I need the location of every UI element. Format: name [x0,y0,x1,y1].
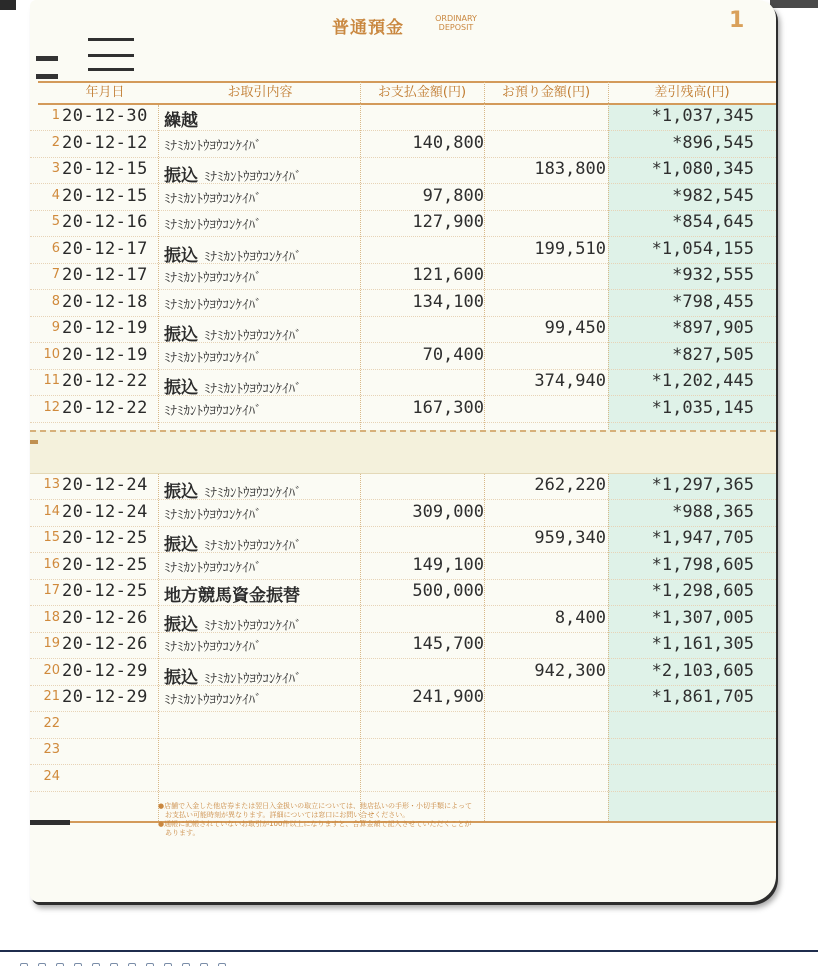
transaction-row [30,660,776,686]
transaction-row [30,580,776,606]
withdrawal-amount: 121,600 [412,265,484,285]
transaction-date: 20-12-24 [62,501,148,522]
transaction-row [30,238,776,264]
scanner-edge-line [0,950,818,952]
row-number: 12 [43,399,60,415]
row-number: 8 [51,293,60,309]
row-number: 16 [43,556,60,572]
notice-line: あります。 [158,829,200,837]
notice-text [158,802,718,838]
transaction-row [30,713,776,739]
page-fold [30,430,776,474]
withdrawal-amount: 309,000 [412,501,484,522]
withdrawal-amount: 145,700 [412,634,484,654]
transaction-description [164,161,360,186]
row-number: 15 [43,530,60,545]
transaction-row [30,344,776,370]
transaction-date: 20-12-25 [62,554,148,575]
balance-amount: *896,545 [672,132,754,153]
transaction-row [30,317,776,343]
withdrawal-amount: 149,100 [412,554,484,575]
transaction-date: 20-12-22 [62,371,148,391]
withdrawal-amount: 500,000 [412,581,484,601]
row-number: 13 [43,477,60,492]
passbook-subtitle [421,14,491,32]
counterparty-name: ﾐﾅﾐｶﾝﾄｳﾖｳｺﾝｹｲﾊﾞ [164,138,262,154]
transaction-description [164,214,360,233]
balance-amount: *1,297,365 [651,475,754,495]
transaction-row [30,185,776,211]
row-number: 17 [43,583,60,598]
row-number: 23 [43,742,60,757]
transaction-type: 振込 [164,166,198,186]
row-number: 5 [51,214,60,229]
transaction-type: 振込 [164,482,198,502]
deposit-amount: 262,220 [534,475,606,495]
balance-amount: *1,307,005 [651,607,754,628]
counterparty-name: ﾐﾅﾐｶﾝﾄｳﾖｳｺﾝｹｲﾊﾞ [204,170,302,185]
balance-amount: *1,798,605 [651,554,754,575]
counterparty-name: ﾐﾅﾐｶﾝﾄｳﾖｳｺﾝｹｲﾊﾞ [204,618,302,634]
row-number: 22 [43,715,60,731]
counterparty-name: ﾐﾅﾐｶﾝﾄｳﾖｳｺﾝｹｲﾊﾞ [164,640,262,655]
binding-bar [88,68,134,71]
transaction-row [30,397,776,423]
col-header-balance: 差引残高(円) [654,85,730,100]
transaction-description [164,135,360,154]
counterparty-name: 繰越 [164,111,198,131]
counterparty-name: ﾐﾅﾐｶﾝﾄｳﾖｳｺﾝｹｲﾊﾞ [164,271,262,286]
transaction-row [30,686,776,712]
counterparty-name: ﾐﾅﾐｶﾝﾄｳﾖｳｺﾝｹｲﾊﾞ [164,350,262,366]
transaction-description [164,530,360,555]
balance-amount: *982,545 [672,185,754,206]
transaction-date: 20-12-25 [62,528,148,548]
row-number: 21 [43,689,60,704]
binding-bar [88,38,134,41]
withdrawal-amount: 134,100 [412,291,484,312]
binding-bar [36,56,58,61]
col-header-description: お取引内容 [227,85,293,100]
deposit-amount: 183,800 [534,159,606,179]
balance-amount: *827,505 [672,344,754,365]
counterparty-name: 地方競馬資金振替 [164,586,300,606]
balance-amount: *854,645 [672,212,754,232]
balance-amount: *932,555 [672,265,754,285]
transaction-row [30,633,776,659]
transaction-description [164,294,360,313]
subtitle-line2: DEPOSIT [438,23,474,32]
col-header-withdrawal: お支払金額(円) [377,85,467,100]
transaction-row [30,211,776,237]
balance-amount: *1,054,155 [651,238,754,259]
transaction-date: 20-12-17 [62,238,148,259]
counterparty-name: ﾐﾅﾐｶﾝﾄｳﾖｳｺﾝｹｲﾊﾞ [164,693,262,708]
binding-dash [30,820,70,825]
transaction-row [30,766,776,792]
withdrawal-amount: 241,900 [412,687,484,707]
balance-amount: *1,080,345 [651,159,754,179]
binding-bar [36,74,58,79]
row-number: 3 [51,161,60,176]
scanner-edge-strip [20,956,520,966]
counterparty-name: ﾐﾅﾐｶﾝﾄｳﾖｳｺﾝｹｲﾊﾞ [204,329,302,344]
transaction-row [30,370,776,396]
transaction-date: 20-12-19 [62,344,148,365]
transaction-row [30,474,776,500]
balance-amount: *1,202,445 [651,371,754,391]
withdrawal-amount: 97,800 [422,185,484,206]
passbook-page [30,0,776,902]
transaction-row [30,132,776,158]
withdrawal-amount: 140,800 [412,132,484,153]
transaction-row [30,501,776,527]
transaction-description [164,581,360,606]
counterparty-name: ﾐﾅﾐｶﾝﾄｳﾖｳｺﾝｹｲﾊﾞ [164,560,262,576]
col-header-deposit: お預り金額(円) [501,85,591,100]
transaction-description [164,241,360,266]
transaction-type: 振込 [164,378,198,398]
row-number: 7 [51,267,60,282]
deposit-amount: 99,450 [544,318,606,338]
withdrawal-amount: 127,900 [412,212,484,232]
row-number: 18 [43,609,60,625]
balance-amount: *1,161,305 [651,634,754,654]
transaction-type: 振込 [164,325,198,345]
transaction-date: 20-12-17 [62,265,148,285]
row-number: 24 [43,768,60,784]
row-number: 19 [43,636,60,651]
balance-amount: *1,947,705 [651,528,754,548]
transaction-row [30,554,776,580]
transaction-date: 20-12-29 [62,687,148,707]
transaction-date: 20-12-26 [62,607,148,628]
transaction-description [164,320,360,345]
transaction-description [164,106,360,131]
balance-amount: *897,905 [672,318,754,338]
row-number: 11 [43,373,60,388]
row-number: 2 [51,134,60,150]
fold-mark [30,440,38,444]
withdrawal-amount: 167,300 [412,397,484,418]
deposit-amount: 199,510 [534,238,606,259]
subtitle-line1: ORDINARY [435,14,477,23]
deposit-amount: 942,300 [534,660,606,681]
transaction-description [164,557,360,576]
transaction-date: 20-12-30 [62,106,148,126]
transaction-date: 20-12-16 [62,212,148,232]
transaction-row [30,739,776,765]
transaction-date: 20-12-18 [62,291,148,312]
transaction-row [30,607,776,633]
balance-amount: *988,365 [672,501,754,522]
transaction-description [164,477,360,502]
row-number: 14 [43,503,60,519]
transaction-date: 20-12-26 [62,634,148,654]
balance-amount: *2,103,605 [651,660,754,681]
transaction-description [164,400,360,419]
row-number: 10 [43,346,60,362]
counterparty-name: ﾐﾅﾐｶﾝﾄｳﾖｳｺﾝｹｲﾊﾞ [164,403,262,419]
transaction-type: 振込 [164,614,198,635]
transaction-date: 20-12-15 [62,185,148,206]
balance-amount: *1,035,145 [651,397,754,418]
transaction-type: 振込 [164,535,198,555]
balance-amount: *798,455 [672,291,754,312]
counterparty-name: ﾐﾅﾐｶﾝﾄｳﾖｳｺﾝｹｲﾊﾞ [204,486,302,501]
notice-line: ●店舗で入金した他店券または翌日入金扱いの取立については、他店払いの手形・小切手類によって [158,802,472,810]
transaction-description [164,636,360,655]
transaction-description [164,267,360,286]
counterparty-name: ﾐﾅﾐｶﾝﾄｳﾖｳｺﾝｹｲﾊﾞ [164,507,262,523]
deposit-amount: 959,340 [534,528,606,548]
transaction-description [164,610,360,635]
passbook-title: 普通預金 [332,18,404,38]
row-number: 9 [51,320,60,335]
row-number: 4 [51,187,60,203]
transaction-description [164,347,360,366]
transaction-row [30,105,776,131]
balance-amount: *1,298,605 [651,581,754,601]
notice-line: お支払い可能時刻が異なります。詳細については窓口にお問い合せください。 [158,811,410,819]
col-header-date: 年月日 [85,85,125,100]
transaction-date: 20-12-25 [62,581,148,601]
transaction-description [164,663,360,688]
counterparty-name: ﾐﾅﾐｶﾝﾄｳﾖｳｺﾝｹｲﾊﾞ [204,671,302,687]
row-number: 1 [51,108,60,123]
transaction-row [30,291,776,317]
transaction-description [164,504,360,523]
transaction-date: 20-12-29 [62,660,148,681]
binding-bar [88,54,134,57]
counterparty-name: ﾐﾅﾐｶﾝﾄｳﾖｳｺﾝｹｲﾊﾞ [204,382,302,397]
transaction-date: 20-12-22 [62,397,148,418]
withdrawal-amount: 70,400 [422,344,484,365]
transaction-type: 振込 [164,667,198,688]
transaction-row [30,158,776,184]
counterparty-name: ﾐﾅﾐｶﾝﾄｳﾖｳｺﾝｹｲﾊﾞ [164,297,262,313]
deposit-amount: 8,400 [554,607,606,628]
counterparty-name: ﾐﾅﾐｶﾝﾄｳﾖｳｺﾝｹｲﾊﾞ [164,218,262,233]
scan-corner-mark-right [770,0,818,8]
page-number: 1 [729,8,745,33]
counterparty-name: ﾐﾅﾐｶﾝﾄｳﾖｳｺﾝｹｲﾊﾞ [204,539,302,554]
balance-amount: *1,037,345 [651,106,754,126]
balance-amount: *1,861,705 [651,687,754,707]
scan-corner-mark [0,0,16,10]
transaction-row [30,264,776,290]
transaction-description [164,188,360,207]
transaction-type: 振込 [164,245,198,266]
transaction-row [30,527,776,553]
transaction-date: 20-12-24 [62,475,148,495]
row-number: 20 [43,662,60,678]
transaction-date: 20-12-12 [62,132,148,153]
notice-line: ●通帳に記帳されていないお取引が100件以上になりますと、合算金額で記入させていただくことが [158,820,472,828]
counterparty-name: ﾐﾅﾐｶﾝﾄｳﾖｳｺﾝｹｲﾊﾞ [164,191,262,207]
deposit-amount: 374,940 [534,371,606,391]
transaction-description [164,689,360,708]
counterparty-name: ﾐﾅﾐｶﾝﾄｳﾖｳｺﾝｹｲﾊﾞ [204,249,302,265]
transaction-description [164,373,360,398]
transaction-date: 20-12-19 [62,318,148,338]
transaction-date: 20-12-15 [62,159,148,179]
row-number: 6 [51,240,60,256]
